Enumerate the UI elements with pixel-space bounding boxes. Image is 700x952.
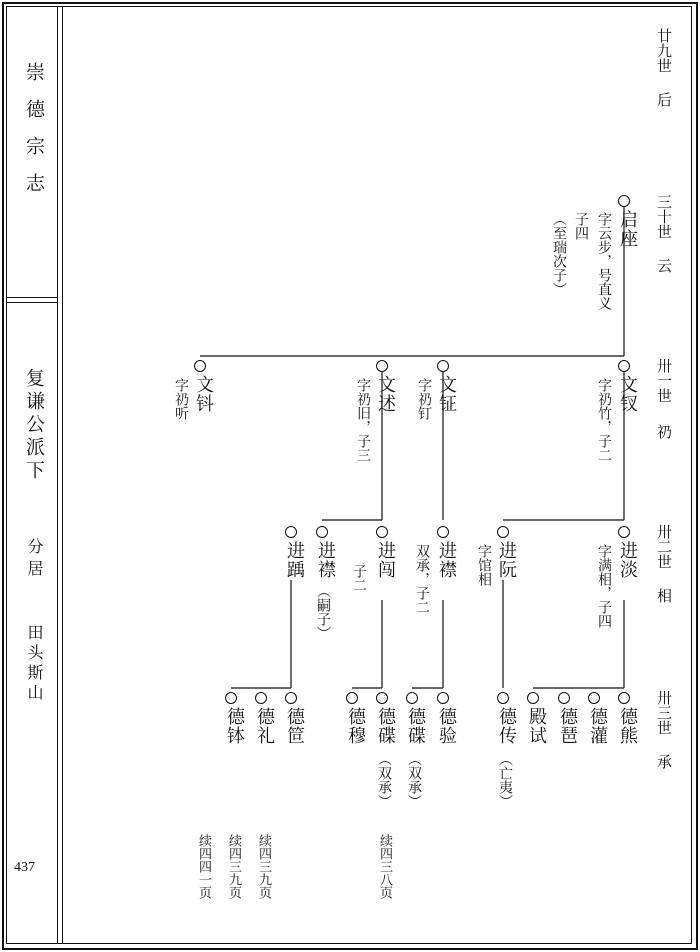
generation-name: 云 [655,258,673,273]
continuation-ref: 续四三九页 [256,834,271,899]
person-note: （亡夷） [497,752,513,808]
person-marker [437,526,449,538]
person-marker [618,195,630,207]
person-marker [194,360,206,372]
generation-name: 礽 [655,424,673,439]
person-name: 进阮 [496,541,517,579]
person-note: 子四 [573,212,589,240]
person-marker [376,692,388,704]
person-name: 德礼 [254,707,275,745]
person-name: 德琶 [557,707,578,745]
person-name: 德传 [496,707,517,745]
person-marker [618,692,630,704]
person-name: 进襟 [436,541,457,579]
person-note: 字礽钉 [416,378,432,420]
person-name: 德验 [436,707,457,745]
person-name: 文述 [375,375,396,413]
person-marker [316,526,328,538]
generation-name: 承 [655,754,673,769]
person-marker [346,692,358,704]
person-name: 进淡 [617,541,638,579]
person-note: 字云步，号直义 [596,212,612,310]
person-note: 字礽听 [173,378,189,420]
generation-label: 三十世 [655,194,673,239]
continuation-ref: 续四四一页 [196,834,211,899]
person-name: 德钵 [224,707,245,745]
person-marker [437,360,449,372]
continuation-ref: 续四三八页 [377,834,392,899]
person-name: 进襟 [315,541,336,579]
person-name: 殿试 [526,707,547,745]
person-marker [497,692,509,704]
person-name: 进闯 [375,541,396,579]
generation-name: 后 [655,92,673,107]
person-marker [225,692,237,704]
branch-title: 复谦公派下 [23,368,45,483]
person-name: 启座 [617,210,638,248]
person-marker [437,692,449,704]
person-note: （双承） [406,752,422,808]
person-name: 德碟 [375,707,396,745]
person-note: 字馆相 [476,544,492,586]
person-name: 德穆 [345,707,366,745]
person-marker [618,526,630,538]
person-name: 德灌 [587,707,608,745]
person-marker [497,526,509,538]
person-marker [618,360,630,372]
person-note: 子二 [351,564,367,592]
person-name: 进踽 [284,541,305,579]
person-note: 字礽旧，子三 [355,378,371,462]
person-marker [285,692,297,704]
person-name: 文钭 [193,375,214,413]
person-name: 德碟 [405,707,426,745]
person-marker [285,526,297,538]
person-note: 字满相，子四 [596,544,612,628]
residence-label: 分居 [25,538,44,582]
generation-label: 卅三世 [655,690,673,735]
person-marker [406,692,418,704]
generation-label: 卅二世 [655,524,673,569]
residence-place: 田头斯山 [25,624,44,704]
person-marker [588,692,600,704]
person-note: （嗣子） [315,584,331,640]
person-marker [376,360,388,372]
person-name: 文钲 [436,375,457,413]
person-note: （至瑞次子） [551,212,567,296]
person-name: 文钗 [617,375,638,413]
person-note: 双承，子二 [414,544,430,614]
person-name: 德熊 [617,707,638,745]
person-marker [255,692,267,704]
person-note: （双承） [376,752,392,808]
person-note: 字礽竹，子二 [596,378,612,462]
book-title: 崇德宗志 [23,62,45,210]
person-name: 德笸 [284,707,305,745]
generation-label: 廿九世 [655,28,673,73]
generation-name: 相 [655,588,673,603]
continuation-ref: 续四三九页 [226,834,241,899]
person-marker [558,692,570,704]
page-number: 437 [14,860,35,875]
person-marker [527,692,539,704]
generation-label: 卅一世 [655,358,673,403]
person-marker [376,526,388,538]
